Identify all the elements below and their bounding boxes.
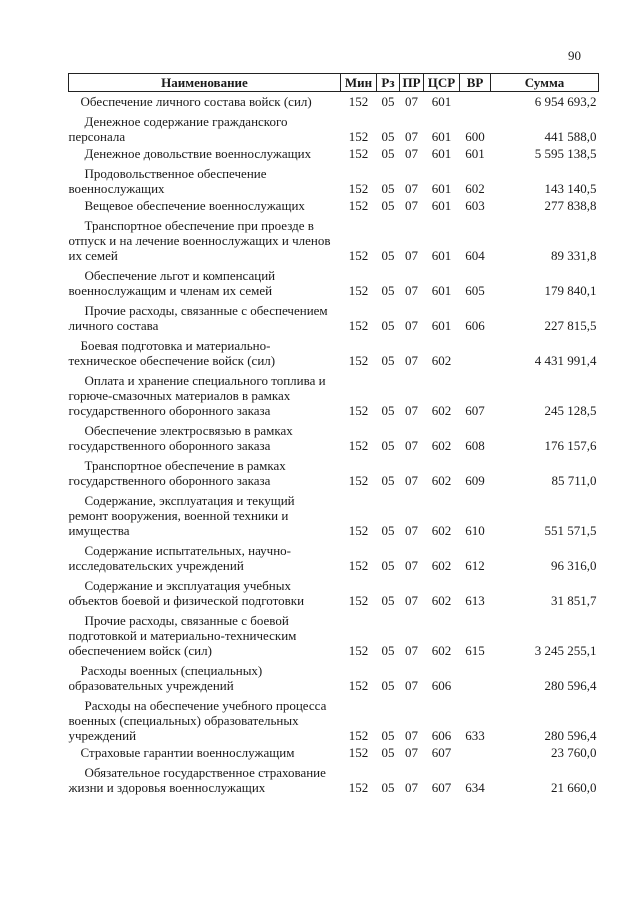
row-sum: 245 128,5 — [544, 403, 597, 418]
row-min: 152 — [348, 523, 369, 538]
row-pr: 07 — [405, 473, 418, 488]
row-min: 152 — [348, 558, 369, 573]
row-pr: 07 — [405, 643, 418, 658]
row-csr: 606 — [431, 678, 452, 693]
row-vr: 634 — [465, 780, 485, 795]
row-pr: 07 — [405, 523, 418, 538]
table-row — [69, 161, 599, 196]
table-row — [69, 418, 599, 453]
row-name-cell — [69, 760, 341, 795]
row-sum: 4 431 991,4 — [534, 353, 597, 368]
table-row — [69, 144, 599, 161]
table-row — [69, 368, 599, 418]
row-pr: 07 — [405, 318, 418, 333]
row-sum: 179 840,1 — [544, 283, 597, 298]
row-name-cell — [69, 333, 341, 368]
row-rz: 05 — [381, 248, 395, 263]
row-name: Обеспечение электросвязью в рамках государственного оборонного заказа — [68, 423, 293, 453]
row-rz: 05 — [381, 438, 395, 453]
row-rz: 05 — [381, 94, 395, 109]
table-row — [69, 333, 599, 368]
row-name-cell — [69, 161, 341, 196]
row-min: 152 — [348, 593, 369, 608]
row-vr: 609 — [465, 473, 485, 488]
row-min: 152 — [348, 780, 369, 795]
row-rz: 05 — [381, 678, 395, 693]
header-csr: ЦСР — [424, 74, 460, 92]
row-pr: 07 — [405, 780, 418, 795]
row-min: 152 — [348, 94, 369, 109]
row-name: Продовольственное обеспечение военнослужащих — [68, 166, 267, 196]
row-name-cell — [69, 743, 341, 760]
row-vr: 615 — [465, 643, 485, 658]
row-sum: 551 571,5 — [544, 523, 597, 538]
row-min: 152 — [348, 129, 369, 144]
row-sum: 227 815,5 — [544, 318, 597, 333]
row-min: 152 — [348, 643, 369, 658]
row-sum: 89 331,8 — [551, 248, 597, 263]
row-min: 152 — [348, 318, 369, 333]
row-csr: 602 — [431, 403, 452, 418]
table-row — [69, 488, 599, 538]
table-row — [69, 538, 599, 573]
table-row — [69, 263, 599, 298]
page-number: 90 — [568, 48, 581, 63]
row-csr: 606 — [431, 728, 452, 743]
row-vr: 600 — [465, 129, 485, 144]
row-rz: 05 — [381, 129, 395, 144]
row-vr: 610 — [465, 523, 485, 538]
row-csr: 601 — [431, 248, 452, 263]
table-row — [69, 760, 599, 795]
row-csr: 602 — [431, 523, 452, 538]
row-name-cell — [69, 213, 341, 263]
row-name-cell — [69, 658, 341, 693]
header-rz: Рз — [377, 74, 400, 92]
row-name: Содержание испытательных, научно-исследовательских учреждений — [68, 543, 292, 573]
row-csr: 601 — [431, 283, 452, 298]
row-name-cell — [69, 263, 341, 298]
row-name: Денежное довольствие военнослужащих — [84, 146, 312, 161]
table-row — [69, 608, 599, 658]
row-vr: 607 — [465, 403, 485, 418]
row-name-cell — [69, 92, 341, 110]
row-vr: 605 — [465, 283, 485, 298]
table-row — [69, 743, 599, 760]
row-csr: 607 — [431, 780, 452, 795]
row-name: Расходы военных (специальных) образовательных учреждений — [68, 663, 263, 693]
table-row — [69, 92, 599, 110]
row-csr: 601 — [431, 181, 452, 196]
row-pr: 07 — [405, 403, 418, 418]
row-pr: 07 — [405, 728, 418, 743]
table-row — [69, 213, 599, 263]
row-pr: 07 — [405, 181, 418, 196]
row-vr: 608 — [465, 438, 485, 453]
row-name: Оплата и хранение специального топлива и горюче-смазочных материалов в рамках государственного оборонного заказа — [68, 373, 326, 418]
row-name-cell — [69, 298, 341, 333]
row-csr: 602 — [431, 643, 452, 658]
row-csr: 607 — [431, 745, 452, 760]
row-sum: 6 954 693,2 — [534, 94, 597, 109]
row-vr: 604 — [465, 248, 485, 263]
row-rz: 05 — [381, 473, 395, 488]
row-name: Вещевое обеспечение военнослужащих — [84, 198, 305, 213]
header-vr: ВР — [460, 74, 491, 92]
row-rz: 05 — [381, 353, 395, 368]
row-min: 152 — [348, 728, 369, 743]
row-min: 152 — [348, 248, 369, 263]
row-min: 152 — [348, 146, 369, 161]
row-sum: 143 140,5 — [544, 181, 597, 196]
table-body — [69, 92, 599, 796]
row-name: Страховые гарантии военнослужащим — [80, 745, 295, 760]
row-vr: 612 — [465, 558, 485, 573]
row-csr: 601 — [431, 94, 452, 109]
row-name-cell — [69, 109, 341, 144]
row-rz: 05 — [381, 198, 395, 213]
row-name-cell — [69, 488, 341, 538]
row-rz: 05 — [381, 558, 395, 573]
row-csr: 601 — [431, 318, 452, 333]
table-row — [69, 453, 599, 488]
row-vr: 603 — [465, 198, 485, 213]
row-name-cell — [69, 573, 341, 608]
row-name-cell — [69, 144, 341, 161]
table-row — [69, 109, 599, 144]
header-min: Мин — [341, 74, 377, 92]
row-min: 152 — [348, 181, 369, 196]
row-vr: 613 — [465, 593, 485, 608]
row-min: 152 — [348, 678, 369, 693]
row-name-cell — [69, 538, 341, 573]
row-name-cell — [69, 453, 341, 488]
row-csr: 602 — [431, 353, 452, 368]
row-pr: 07 — [405, 198, 418, 213]
row-rz: 05 — [381, 283, 395, 298]
row-csr: 602 — [431, 593, 452, 608]
row-rz: 05 — [381, 643, 395, 658]
row-min: 152 — [348, 198, 369, 213]
row-rz: 05 — [381, 146, 395, 161]
row-rz: 05 — [381, 523, 395, 538]
row-csr: 601 — [431, 146, 452, 161]
row-csr: 602 — [431, 438, 452, 453]
row-name: Боевая подготовка и материально-техническое обеспечение войск (сил) — [68, 338, 276, 368]
row-name-cell — [69, 368, 341, 418]
row-vr: 602 — [465, 181, 485, 196]
row-name: Содержание и эксплуатация учебных объектов боевой и физической подготовки — [68, 578, 305, 608]
row-name: Обязательное государственное страхование жизни и здоровья военнослужащих — [68, 765, 326, 795]
row-sum: 5 595 138,5 — [534, 146, 597, 161]
row-sum: 85 711,0 — [551, 473, 597, 488]
row-vr: 606 — [465, 318, 485, 333]
row-vr: 601 — [465, 146, 485, 161]
row-name: Обеспечение личного состава войск (сил) — [80, 94, 312, 109]
row-vr: 633 — [465, 728, 485, 743]
row-sum: 176 157,6 — [544, 438, 597, 453]
row-vr — [460, 658, 491, 693]
row-pr: 07 — [405, 745, 418, 760]
row-rz: 05 — [381, 728, 395, 743]
row-pr: 07 — [405, 283, 418, 298]
table-row — [69, 298, 599, 333]
header-pr: ПР — [400, 74, 424, 92]
row-rz: 05 — [381, 593, 395, 608]
budget-table — [68, 73, 599, 795]
row-min: 152 — [348, 438, 369, 453]
row-sum: 31 851,7 — [551, 593, 597, 608]
row-min: 152 — [348, 745, 369, 760]
row-vr — [460, 743, 491, 760]
table-row — [69, 693, 599, 743]
row-rz: 05 — [381, 181, 395, 196]
row-pr: 07 — [405, 248, 418, 263]
row-pr: 07 — [405, 438, 418, 453]
row-name: Расходы на обеспечение учебного процесса военных (специальных) образовательных учреждений — [68, 698, 327, 743]
row-pr: 07 — [405, 558, 418, 573]
row-vr — [460, 333, 491, 368]
row-vr — [460, 92, 491, 110]
row-min: 152 — [348, 403, 369, 418]
row-name-cell — [69, 418, 341, 453]
table-header — [69, 74, 599, 92]
table-row — [69, 658, 599, 693]
row-name-cell — [69, 693, 341, 743]
row-csr: 601 — [431, 129, 452, 144]
row-name-cell — [69, 196, 341, 213]
row-pr: 07 — [405, 353, 418, 368]
row-name: Транспортное обеспечение в рамках государственного оборонного заказа — [68, 458, 286, 488]
row-pr: 07 — [405, 94, 418, 109]
row-csr: 601 — [431, 198, 452, 213]
row-name: Прочие расходы, связанные с боевой подготовкой и материально-техническим обеспечением войск (сил) — [68, 613, 297, 658]
row-min: 152 — [348, 353, 369, 368]
row-pr: 07 — [405, 146, 418, 161]
row-pr: 07 — [405, 593, 418, 608]
row-name: Денежное содержание гражданского персонала — [68, 114, 288, 144]
row-name-cell — [69, 608, 341, 658]
table-row — [69, 573, 599, 608]
row-pr: 07 — [405, 129, 418, 144]
row-rz: 05 — [381, 403, 395, 418]
row-rz: 05 — [381, 780, 395, 795]
row-pr: 07 — [405, 678, 418, 693]
header-sum: Сумма — [491, 74, 599, 92]
row-name: Прочие расходы, связанные с обеспечением личного состава — [68, 303, 328, 333]
row-sum: 96 316,0 — [551, 558, 597, 573]
row-sum: 441 588,0 — [544, 129, 597, 144]
row-sum: 280 596,4 — [544, 728, 597, 743]
header-name: Наименование — [69, 74, 341, 92]
row-name: Обеспечение льгот и компенсаций военнослужащим и членам их семей — [68, 268, 276, 298]
row-csr: 602 — [431, 558, 452, 573]
row-name: Транспортное обеспечение при проезде в отпуск и на лечение военнослужащих и членов их семей — [68, 218, 331, 263]
row-sum: 3 245 255,1 — [534, 643, 597, 658]
row-rz: 05 — [381, 318, 395, 333]
row-sum: 277 838,8 — [544, 198, 597, 213]
row-min: 152 — [348, 283, 369, 298]
row-rz: 05 — [381, 745, 395, 760]
row-name: Содержание, эксплуатация и текущий ремонт вооружения, военной техники и имущества — [68, 493, 295, 538]
row-sum: 21 660,0 — [551, 780, 597, 795]
row-csr: 602 — [431, 473, 452, 488]
row-sum: 280 596,4 — [544, 678, 597, 693]
row-min: 152 — [348, 473, 369, 488]
table-row — [69, 196, 599, 213]
row-sum: 23 760,0 — [551, 745, 597, 760]
